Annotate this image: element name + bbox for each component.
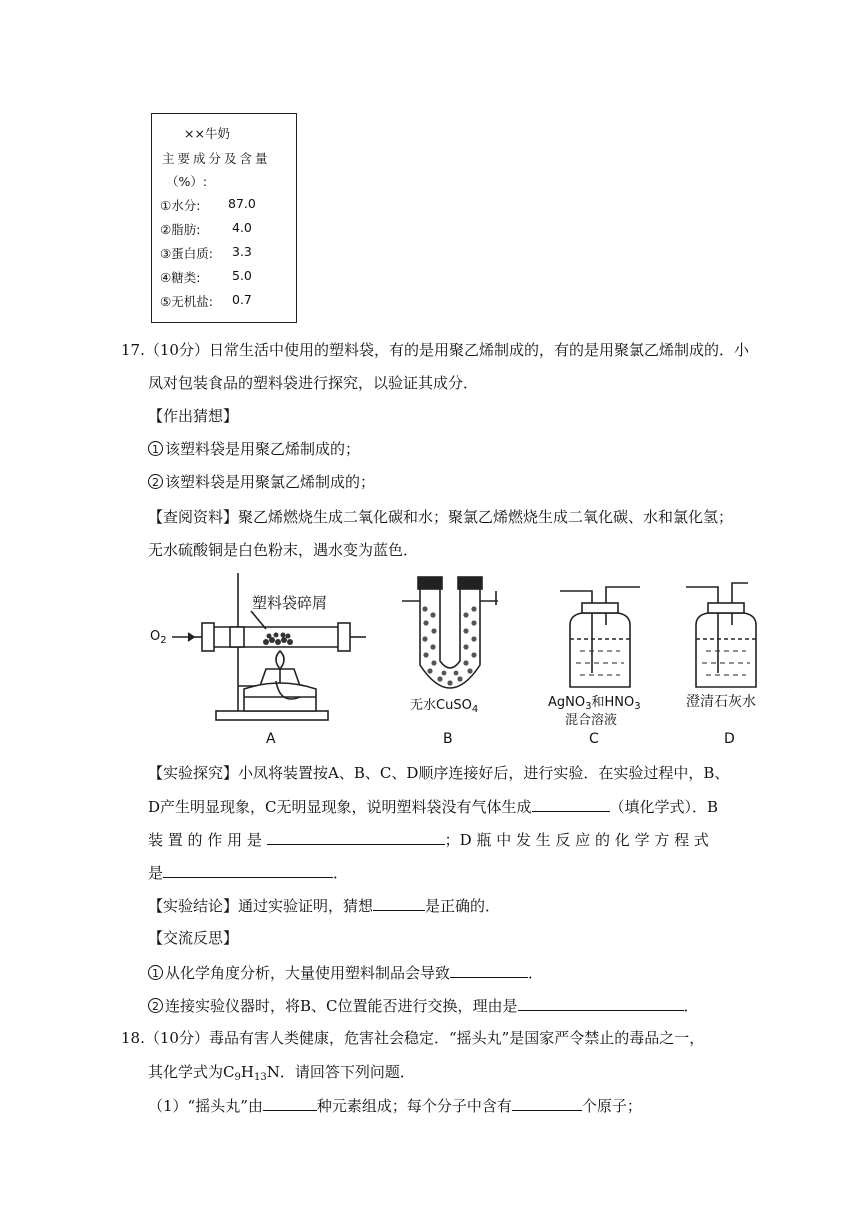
q17-reflect1-tail: ． xyxy=(528,964,544,982)
flame xyxy=(276,651,284,669)
q17-exp4-text: 是 xyxy=(148,864,164,882)
q18-intro-line2: 其化学式为$C_9H_{13}N$．请回答下列问题． xyxy=(148,1063,415,1083)
q18-part1-tail: 个原子； xyxy=(581,1097,642,1115)
q18-part1 xyxy=(148,1095,642,1116)
milk-item-label: ⑤无机盐: xyxy=(160,294,213,309)
q18-intro-line1 xyxy=(121,1028,704,1048)
q17-exp-line4 xyxy=(148,862,348,883)
answer-blank[interactable] xyxy=(163,862,333,878)
answer-blank[interactable] xyxy=(532,796,610,812)
q17-reflect2 xyxy=(148,995,699,1016)
d-reagent-label: 澄清石灰水 xyxy=(686,694,756,710)
milk-item-value: 5.0 xyxy=(232,268,252,283)
milk-item-value: 4.0 xyxy=(232,220,252,235)
milk-item-label: ④糖类: xyxy=(160,270,201,285)
q17-score: （10分） xyxy=(144,341,209,359)
answer-blank[interactable] xyxy=(373,895,425,911)
c-reagent-label: AgNO$_3$和$HNO_3$ xyxy=(548,695,641,712)
q17-reflect2-tail: ． xyxy=(683,997,699,1015)
milk-title: ××牛奶 xyxy=(184,126,230,141)
u-tube-inner xyxy=(440,589,460,668)
label-a: A xyxy=(266,731,276,747)
o2-label: $O_2$ xyxy=(150,629,167,646)
circled-number: 2 xyxy=(148,474,163,489)
q17-reflect1-text: 从化学角度分析，大量使用塑料制品会导致 xyxy=(165,964,451,982)
milk-unit: （%）: xyxy=(166,174,208,189)
q17-info1-text: 聚乙烯燃烧生成二氧化碳和水；聚氯乙烯燃烧生成二氧化碳、水和氯化氢； xyxy=(238,508,734,526)
label-d: D xyxy=(724,731,735,747)
q17-reflect1 xyxy=(148,962,543,983)
q17-intro-line1 xyxy=(121,340,749,360)
q18-score: （10分） xyxy=(144,1029,209,1047)
apparatus-diagram xyxy=(140,565,780,750)
q17-guess2-text: 该塑料袋是用聚氯乙烯制成的； xyxy=(165,473,376,491)
milk-nutrition-label xyxy=(151,113,297,323)
milk-item-value: 3.3 xyxy=(232,244,252,259)
plastic-label: 塑料袋碎屑 xyxy=(252,594,328,612)
milk-item-label: ①水分: xyxy=(160,198,201,213)
q17-exp3-text: 装 置 的 作 用 是 xyxy=(148,831,262,849)
q18-intro-text: 毒品有害人类健康，危害社会稳定．“摇头丸”是国家严令禁止的毒品之一， xyxy=(208,1029,705,1047)
q17-exp2-tail: （填化学式）．B xyxy=(609,798,719,816)
milk-item-value: 0.7 xyxy=(232,292,252,307)
milk-item-value: 87.0 xyxy=(228,196,256,211)
label-b: B xyxy=(443,731,453,747)
bottle-d xyxy=(696,613,756,687)
answer-blank[interactable] xyxy=(518,995,684,1011)
circled-number: 1 xyxy=(148,965,163,980)
cuso4-granules xyxy=(422,606,476,685)
q17-guess2 xyxy=(148,472,375,492)
milk-item-label: ③蛋白质: xyxy=(160,246,213,261)
q17-exp-line2 xyxy=(148,796,718,817)
q17-exp-line1 xyxy=(148,763,729,783)
q17-conclusion-heading: 【实验结论】 xyxy=(148,897,239,915)
circled-number: 1 xyxy=(148,441,163,456)
milk-heading: 主要成分及含量 xyxy=(162,151,271,166)
q17-exp2-text: D产生明显现象，C无明显现象，说明塑料袋没有气体生成 xyxy=(148,798,532,816)
milk-item-label: ②脂肪: xyxy=(160,222,201,237)
stopper-left xyxy=(418,577,442,589)
q17-intro-text: 日常生活中使用的塑料袋，有的是用聚乙烯制成的，有的是用聚氯乙烯制成的．小 xyxy=(208,341,749,359)
stand-base xyxy=(216,711,328,720)
q17-exp3-tail: ；D 瓶 中 发 生 反 应 的 化 学 方 程 式 xyxy=(444,831,709,849)
q17-guess-heading: 【作出猜想】 xyxy=(148,407,239,425)
circled-number: 2 xyxy=(148,998,163,1013)
q17-conclusion-text: 通过实验证明，猜想 xyxy=(238,897,374,915)
q17-number: 17. xyxy=(121,341,145,359)
b-reagent-label: 无水CuSO$_4$ xyxy=(410,698,479,715)
answer-blank[interactable] xyxy=(450,962,528,978)
q17-conclusion xyxy=(148,895,500,916)
answer-blank[interactable] xyxy=(263,1095,317,1111)
q17-reflect-heading: 【交流反思】 xyxy=(148,929,239,947)
q17-exp-line3 xyxy=(148,829,709,850)
label-c: C xyxy=(589,731,599,747)
q17-intro-line2: 凤对包装食品的塑料袋进行探究，以验证其成分． xyxy=(148,374,479,392)
q17-reflect2-text: 连接实验仪器时，将B、C位置能否进行交换，理由是 xyxy=(165,997,518,1015)
q17-info-line1 xyxy=(148,507,733,527)
stopper-right xyxy=(458,577,482,589)
c-reagent-label2: 混合溶液 xyxy=(565,713,618,728)
q17-info-line2: 无水硫酸铜是白色粉末，遇水变为蓝色． xyxy=(148,541,419,559)
bottle-c xyxy=(570,613,630,687)
q18-part1-middle: 种元素组成；每个分子中含有 xyxy=(316,1097,512,1115)
q17-guess1-text: 该塑料袋是用聚乙烯制成的； xyxy=(165,440,361,458)
answer-blank[interactable] xyxy=(512,1095,582,1111)
q17-exp1-text: 小凤将装置按A、B、C、D顺序连接好后，进行实验．在实验过程中，B、 xyxy=(238,764,730,782)
answer-blank[interactable] xyxy=(267,829,445,845)
q18-part1-text: （1）“摇头丸”由 xyxy=(148,1097,263,1115)
q17-guess1 xyxy=(148,439,360,459)
q17-info-heading: 【查阅资料】 xyxy=(148,508,239,526)
q17-conclusion-tail: 是正确的． xyxy=(425,897,501,915)
q17-exp4-tail: ． xyxy=(333,864,349,882)
q18-number: 18. xyxy=(121,1029,145,1047)
q17-exp-heading: 【实验探究】 xyxy=(148,764,239,782)
